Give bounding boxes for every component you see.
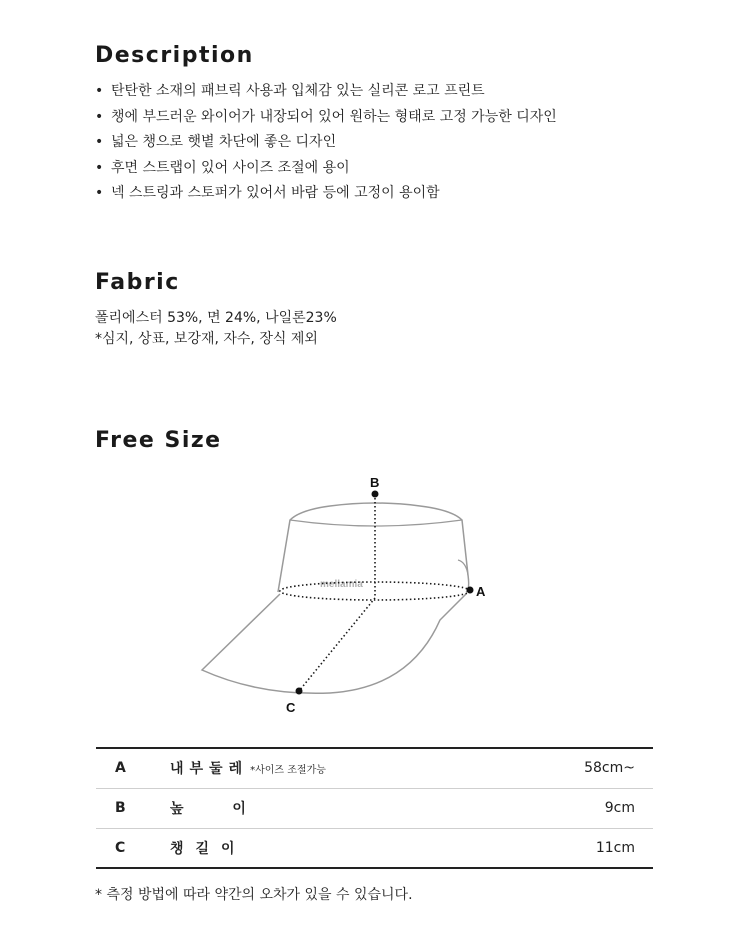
description-item: • 탄탄한 소재의 패브릭 사용과 입체감 있는 실리콘 로고 프린트 bbox=[95, 79, 557, 105]
row-note: *사이즈 조절가능 bbox=[250, 765, 326, 777]
row-name bbox=[170, 748, 515, 788]
table-row bbox=[96, 788, 653, 828]
row-letter: C bbox=[115, 839, 126, 856]
table-row bbox=[96, 748, 653, 788]
size-table bbox=[96, 747, 653, 869]
row-value: 58cm~ bbox=[584, 760, 635, 777]
label-c: C bbox=[286, 700, 296, 715]
cap-crown-outline bbox=[278, 503, 469, 592]
cap-visor-outline bbox=[202, 594, 466, 693]
label-a: A bbox=[476, 584, 486, 599]
row-name bbox=[170, 828, 515, 868]
row-value: 9cm bbox=[604, 800, 635, 816]
row-name-text: 챙길이 bbox=[170, 840, 247, 857]
size-heading: Free Size bbox=[95, 428, 222, 453]
row-letter: B bbox=[115, 800, 126, 816]
measure-c-line bbox=[299, 598, 375, 691]
measurement-footnote: * 측정 방법에 따라 약간의 오차가 있을 수 있습니다. bbox=[95, 887, 413, 903]
description-item: • 넓은 챙으로 햇볕 차단에 좋은 디자인 bbox=[95, 130, 557, 156]
description-heading: Description bbox=[95, 43, 254, 68]
fabric-exclusion-note: *심지, 상표, 보강재, 자수, 장식 제외 bbox=[95, 331, 318, 347]
row-name-text: 내부둘레 bbox=[170, 761, 249, 778]
fabric-composition: 폴리에스터 53%, 면 24%, 나일론23% bbox=[95, 310, 337, 326]
cap-crown-band bbox=[290, 520, 462, 526]
row-name bbox=[170, 788, 515, 828]
row-letter: A bbox=[115, 760, 126, 777]
fabric-heading: Fabric bbox=[95, 270, 180, 295]
label-b: B bbox=[370, 475, 380, 490]
row-value: 11cm bbox=[595, 839, 635, 856]
description-item: • 챙에 부드러운 와이어가 내장되어 있어 원하는 형태로 고정 가능한 디자인 bbox=[95, 105, 557, 131]
point-c-dot bbox=[296, 688, 303, 695]
point-a-dot bbox=[467, 587, 474, 594]
row-name-text: 높 이 bbox=[170, 801, 268, 817]
logo-print: mellamia bbox=[320, 579, 363, 590]
table-row bbox=[96, 828, 653, 868]
point-b-dot bbox=[372, 491, 379, 498]
description-item: • 넥 스트링과 스토퍼가 있어서 바람 등에 고정이 용이함 bbox=[95, 181, 557, 207]
description-item: • 후면 스트랩이 있어 사이즈 조절에 용이 bbox=[95, 156, 557, 182]
